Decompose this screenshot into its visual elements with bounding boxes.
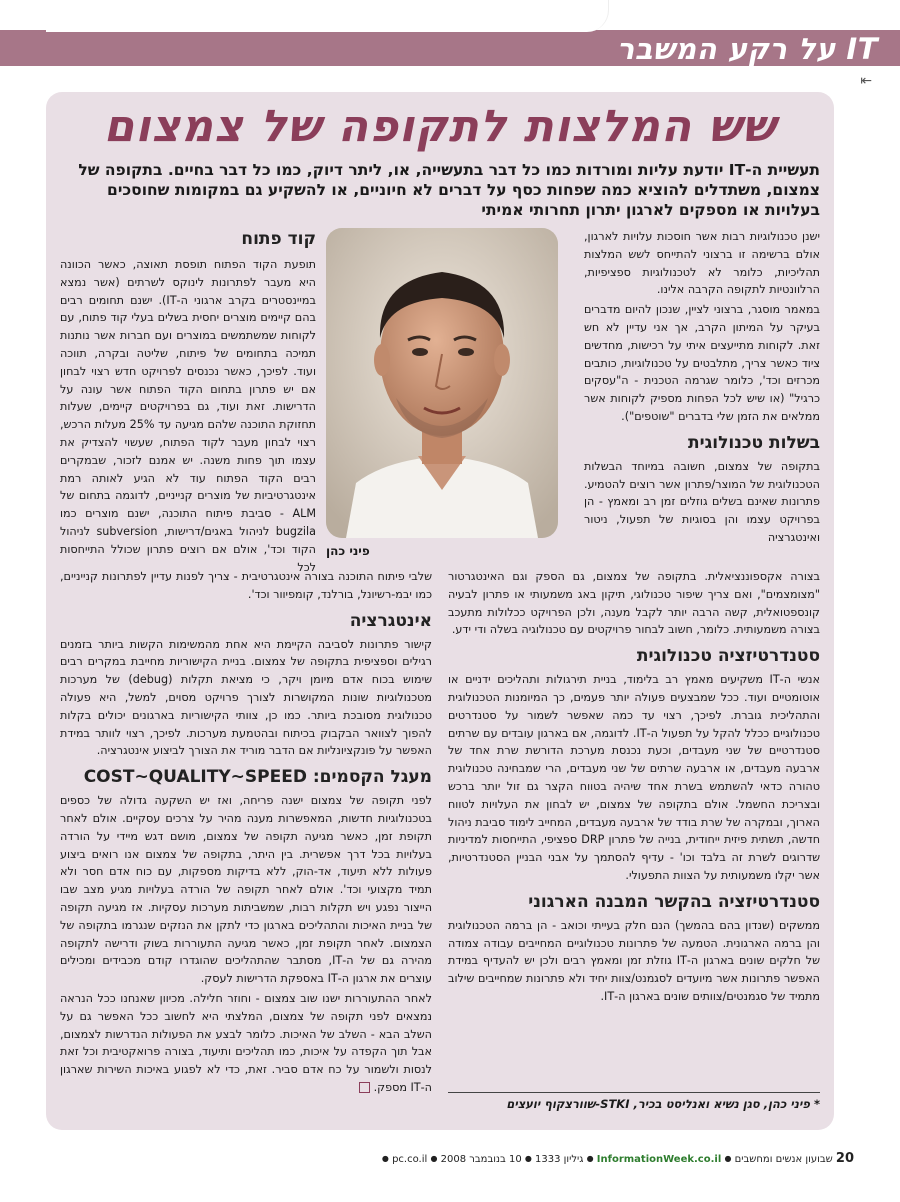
author-photo (326, 228, 558, 538)
paragraph: לפני תקופה של צמצום ישנה פריחה, ואז יש השקעה גדולה של כספים בטכנולוגיות חדשות, המאפשרות מענה מהיר על צרכים עסקיים. אולם לאחר תקופת זמן, כאשר מגיעה תקופה של צמצום, מושם דגש מיידי על הורדה בעלויות בכל דרך אפשרית. בין היתר, בתקופה של צמצום אנו רואים ביצוע פעולות ללא תיעוד, אד-הוק, ללא בדיקות מספקות, עם כוח אדם חסר ולא תמיד מקצועי וכד'. אולם לאחר תקופה של הורדה בעלויות מגיע מצב שבו הייצור נפגע ויש תקלות רבות, שמשביתות מערכות עסקיות. אז מגיעה תקופה של בניית האיכות והתהליכים בארגון כדי לתקן את הנזקים שנגרמו בתקופה של הצמצום. לאחר תקופת זמן, כאשר מגיעה התעוררות בשוק ודרישה לתקופה מהירה גם של ה-IT, מסתבר שהתהליכים שהוגדרו קודם מכבידים ומכילים עוצרים את ארגון ה-IT באספקת הדרישות לעסק. (60, 794, 433, 986)
paragraph: בתקופה של צמצום, חשובה במיוחד הבשלות הטכנולוגית של המוצר/פתרון אשר רוצים להטמיע. פתרונות שאינם בשלים גוזלים זמן רב ומאמץ - הן בפרויקט עצמו והן בסוגיות של תפעול, ניטור ואינטגרציה (584, 459, 820, 544)
paragraph-text: לאחר ההתעוררות ישנו שוב צמצום - וחוזר חלילה. מכיוון שאנחנו ככל הנראה נמצאים לפני תקופה של צמצום, המלצתי היא לחשוב ככל האפשר גם על השלב הבא - השלב של האיכות. כלומר לבצע את הפעולות הנדרשות לצמצום, אבל תוך הקפדה על איכות, כמו תהליכים ותיעוד, בצורה פרואקטיבית וכל זאת לנסות ולשמור על כח אדם סביר. זאת, כדי לא לפגוע באיכות השירות שארגון ה-IT מספק. (60, 991, 432, 1094)
paragraph (60, 990, 432, 1097)
paragraph: בצורה אקספוננציאלית. בתקופה של צמצום, גם הספק וגם האינטגרטור "מצומצמים", ואם צריך שיפור טכנולוגי, תיקון באג משמעותי או פתרון לבעיה קונספטואלית, קשה הרבה יותר לקבל מענה, ולכן הפרויקט ככלולות מתעכב בצורה משמעותית. כלומר, חשוב לבחור פרויקטים עם טכנולוגיה בשלה ודי ידע. (448, 570, 820, 637)
left-bottom-column (60, 568, 432, 1099)
header-white-tab (46, 0, 609, 32)
site-link[interactable]: InformationWeek.co.il (596, 1154, 722, 1165)
left-column (60, 228, 316, 254)
left-column-text (60, 256, 316, 578)
article-headline: שש המלצות לתקופה של צמצום (103, 101, 777, 152)
right-bottom-column (448, 568, 820, 1008)
double-arrow-icon: ⇤ (860, 73, 872, 89)
section-title: IT על רקע המשבר (616, 32, 878, 66)
site-link-2[interactable]: pc.co.il (392, 1154, 428, 1165)
paragraph: תופעת הקוד הפתוח תופסת תאוצה, כאשר הכוונה היא מעבר לפתרונות לינוקס לשרתים (אשר נמצא במיינסטרים בקרב ארגוני ה-IT). ישנם תחומים רבים בהם קיימים מוצרים יחסית בשלים בעלי קוד פתוח, עם לקוחות שמשתמשים במוצרים ועם חברות אשר נותנות תמיכה בתחומים של פיתוח, שליטה ובקרה, תווכה ועוד. לפיכך, כאשר נכנסים לפרויקט חדש רצוי לבחון אם יש פתרון בתחום הקוד הפתוח אשר עונה על הדרישות. זאת ועוד, גם בפרויקטים קיימים, שעלות תחזוקת התוכנה שלהם מגיעה עד 25% מעלות הרכש, רצוי לבחון מעבר לקוד הפתוח, שעשוי להצדיק את עצמו תוך פחות משנה. יש אמנם לזכור, שבמקרים רבים הקוד הפתוח עוד לא הגיע לאותה רמת אינטגרטיביות של מוצרים קנייניים, לדוגמה בתחום של ALM - סביבת פיתוח התוכנה, ישנם מוצרים כמו bugzila לניהול באגים/דרישות, subversion לניהול הקוד וכד', אולם אם רוצים פתרון שכולל התייחסות לכל (60, 258, 316, 574)
section-heading-triangle: מעגל הקסמים: COST~QUALITY~SPEED (83, 767, 432, 788)
section-heading-maturity: בשלות טכנולוגית (688, 432, 820, 453)
section-heading-org-standardization: סטנדרטיזציה בהקשר המבנה הארגוני (528, 891, 820, 912)
article-panel (46, 92, 834, 1130)
paragraph: ישנן טכנולוגיות רבות אשר חוסכות עלויות לארגון, אולם ברשימה זו ברצוני להתייחס לשש המלצות תהליכיות, כלומר לא לטכנולוגיות ספציפיות, הרלוונטיות לתקופה הקרבה אלינו. (584, 230, 820, 297)
paragraph: במאמר מוסגר, ברצוני לציין, שנכון להיום מדברים בעיקר על המיתון הקרב, אך אני עדיין לא חש זאת. לקוחות מתייעצים איתי על רכישות, מחדשים ציוד כאשר צריך, מתלבטים על טכנולוגיות, כותבים מכרזים וכד', כלומר שגרמה הטכנית - ה"עסקים כרגיל" (או שיש לכל הפחות מספיק לקוחות אשר ממלאים את הזמן שלי בדברים "שוטפים"). (584, 303, 820, 423)
bullet-icon: ● (724, 1154, 732, 1163)
issue-date: 10 בנובמבר 2008 (440, 1154, 522, 1165)
paragraph: אנשי ה-IT משקיעים מאמץ רב בלימוד, בניית תירגולות ותהליכים ידניים או אוטומטיים ועוד. ככל שמבצעים פעולה יותר פעמים, כך המיומנות הטכנולוגית והתהליכית גוברת. לפיכך, רצוי עד כמה שאפשר לשמור על סטנדרטים טכנולוגיים ככלל להקל על תפעול ה-IT. לדוגמה, אם בארגון עובדים עם שרתים סטנדרטיים של שני מעבדים, וכעת נכנסת מערכת הדורשת שרת אחד של ארבעה מעבדים, או ארבעה שרתים של שני מעבדים, הרי שמבחינה טכנולוגית טהורה כדאי להשתמש בשרת אחד שיהיה בטווח הקצר גם זול יותר ברכש ובצריכת החשמל. אולם בתקופה של צמצום, יש לבחון את העלויות לטווח הארוך, ובמקרה של שרת בודד של ארבעה מעבדים, המחייב לימוד סביבת ניהול חדשה, תשתית פיזית ייחודית, בנייה של פתרון DRP ספציפי, התייחסות למדיניות שדרוגים לשרת זה בלבד וכו' - עדיף להסתמך על אבני הבניין הסטנדרטיות, אשר יקלו משמעותית על הצוות התפעולי. (448, 673, 820, 882)
section-heading-tech-standardization: סטנדרטיזציה טכנולוגית (636, 646, 820, 667)
page-number: 20 (835, 1151, 854, 1166)
right-column (584, 228, 820, 549)
top-header-bar (0, 0, 900, 66)
section-heading-open-source: קוד פתוח (241, 229, 316, 249)
paragraph: שלבי פיתוח התוכנה בצורה אינטגרטיבית - צריך לפנות עדיין לפתרונות קנייניים, כמו יבמ-רשיונל, בורלנד, קומפיוור וכד'. (60, 570, 432, 601)
bullet-icon: ● (381, 1154, 389, 1163)
paragraph: קישור פתרונות לסביבה הקיימת היא אחת מהמשימות הקשות ביותר בזמנים רגילים וספציפית בתקופה של צמצום. בניית הקישוריות מחייבת במקרים רבים שימוש בכוח אדם מיומן ויקר, כי מציאת תקלות (debug) של מערכות מטכנולוגיות שונות המקושרות לצורך פרויקט מסוים, למשל, היא פעולה טכנולוגית מסובכת ביותר. כמו כן, צוותי הקישוריות בארגונים יכולים בקלות להפוך לצוואר הבקבוק בכיתוח ובהטמעת מערכות. לפיכך, רצוי לוותר במידת האפשר על פונקציונליות אם הדבר מוריד את הצורך לביצוע אינטגרציה. (60, 637, 432, 758)
bullet-icon: ● (586, 1154, 594, 1163)
article-intro: תעשיית ה-IT יודעת עליות ומורדות כמו כל דבר בתעשייה, או, ליתר דיוק, כמו כל דבר בחיים. בתקופה של צמצום, משתדלים להוציא כמה שפחות כסף על דברים לא חיוניים, או להשקיע גם במקומות שחוסכים בעלויות או מספקים לארגון יתרון תחרותי אמיתי (78, 161, 820, 219)
issue-number: גיליון 1333 (535, 1154, 584, 1165)
paragraph: ממשקים (שנדון בהם בהמשך) הנם חלק בעייתי וכואב - הן ברמה הטכנולוגית והן ברמה הארגונית. הטמעה של פתרונות טכנולוגיים המחייבים עבודה צמודה של חלקים שונים בארגון ה-IT גוזלת זמן ומאמץ רבים ולכן יש להעדיף במידת האפשר פתרונות אשר מיועדים לסגמנט/צוות יחיד ולא פתרונות שמחייבים שילוב מתמיד של סגמנטים/צוותים שונים בארגון ה-IT. (448, 918, 820, 1003)
portrait-image (326, 228, 558, 538)
bullet-icon: ● (524, 1154, 532, 1163)
section-heading-integration: אינטגרציה (349, 610, 432, 631)
bullet-icon: ● (430, 1154, 438, 1163)
page-footer (46, 1150, 854, 1168)
end-mark-icon (359, 1082, 370, 1093)
author-footnote: * פיני כהן, סגן נשיא ואנליסט בכיר, STKI-שוורצקוף יועצים (448, 1092, 820, 1111)
magazine-name: שבועון אנשים ומחשבים (734, 1154, 833, 1165)
photo-caption: פיני כהן (326, 544, 370, 558)
